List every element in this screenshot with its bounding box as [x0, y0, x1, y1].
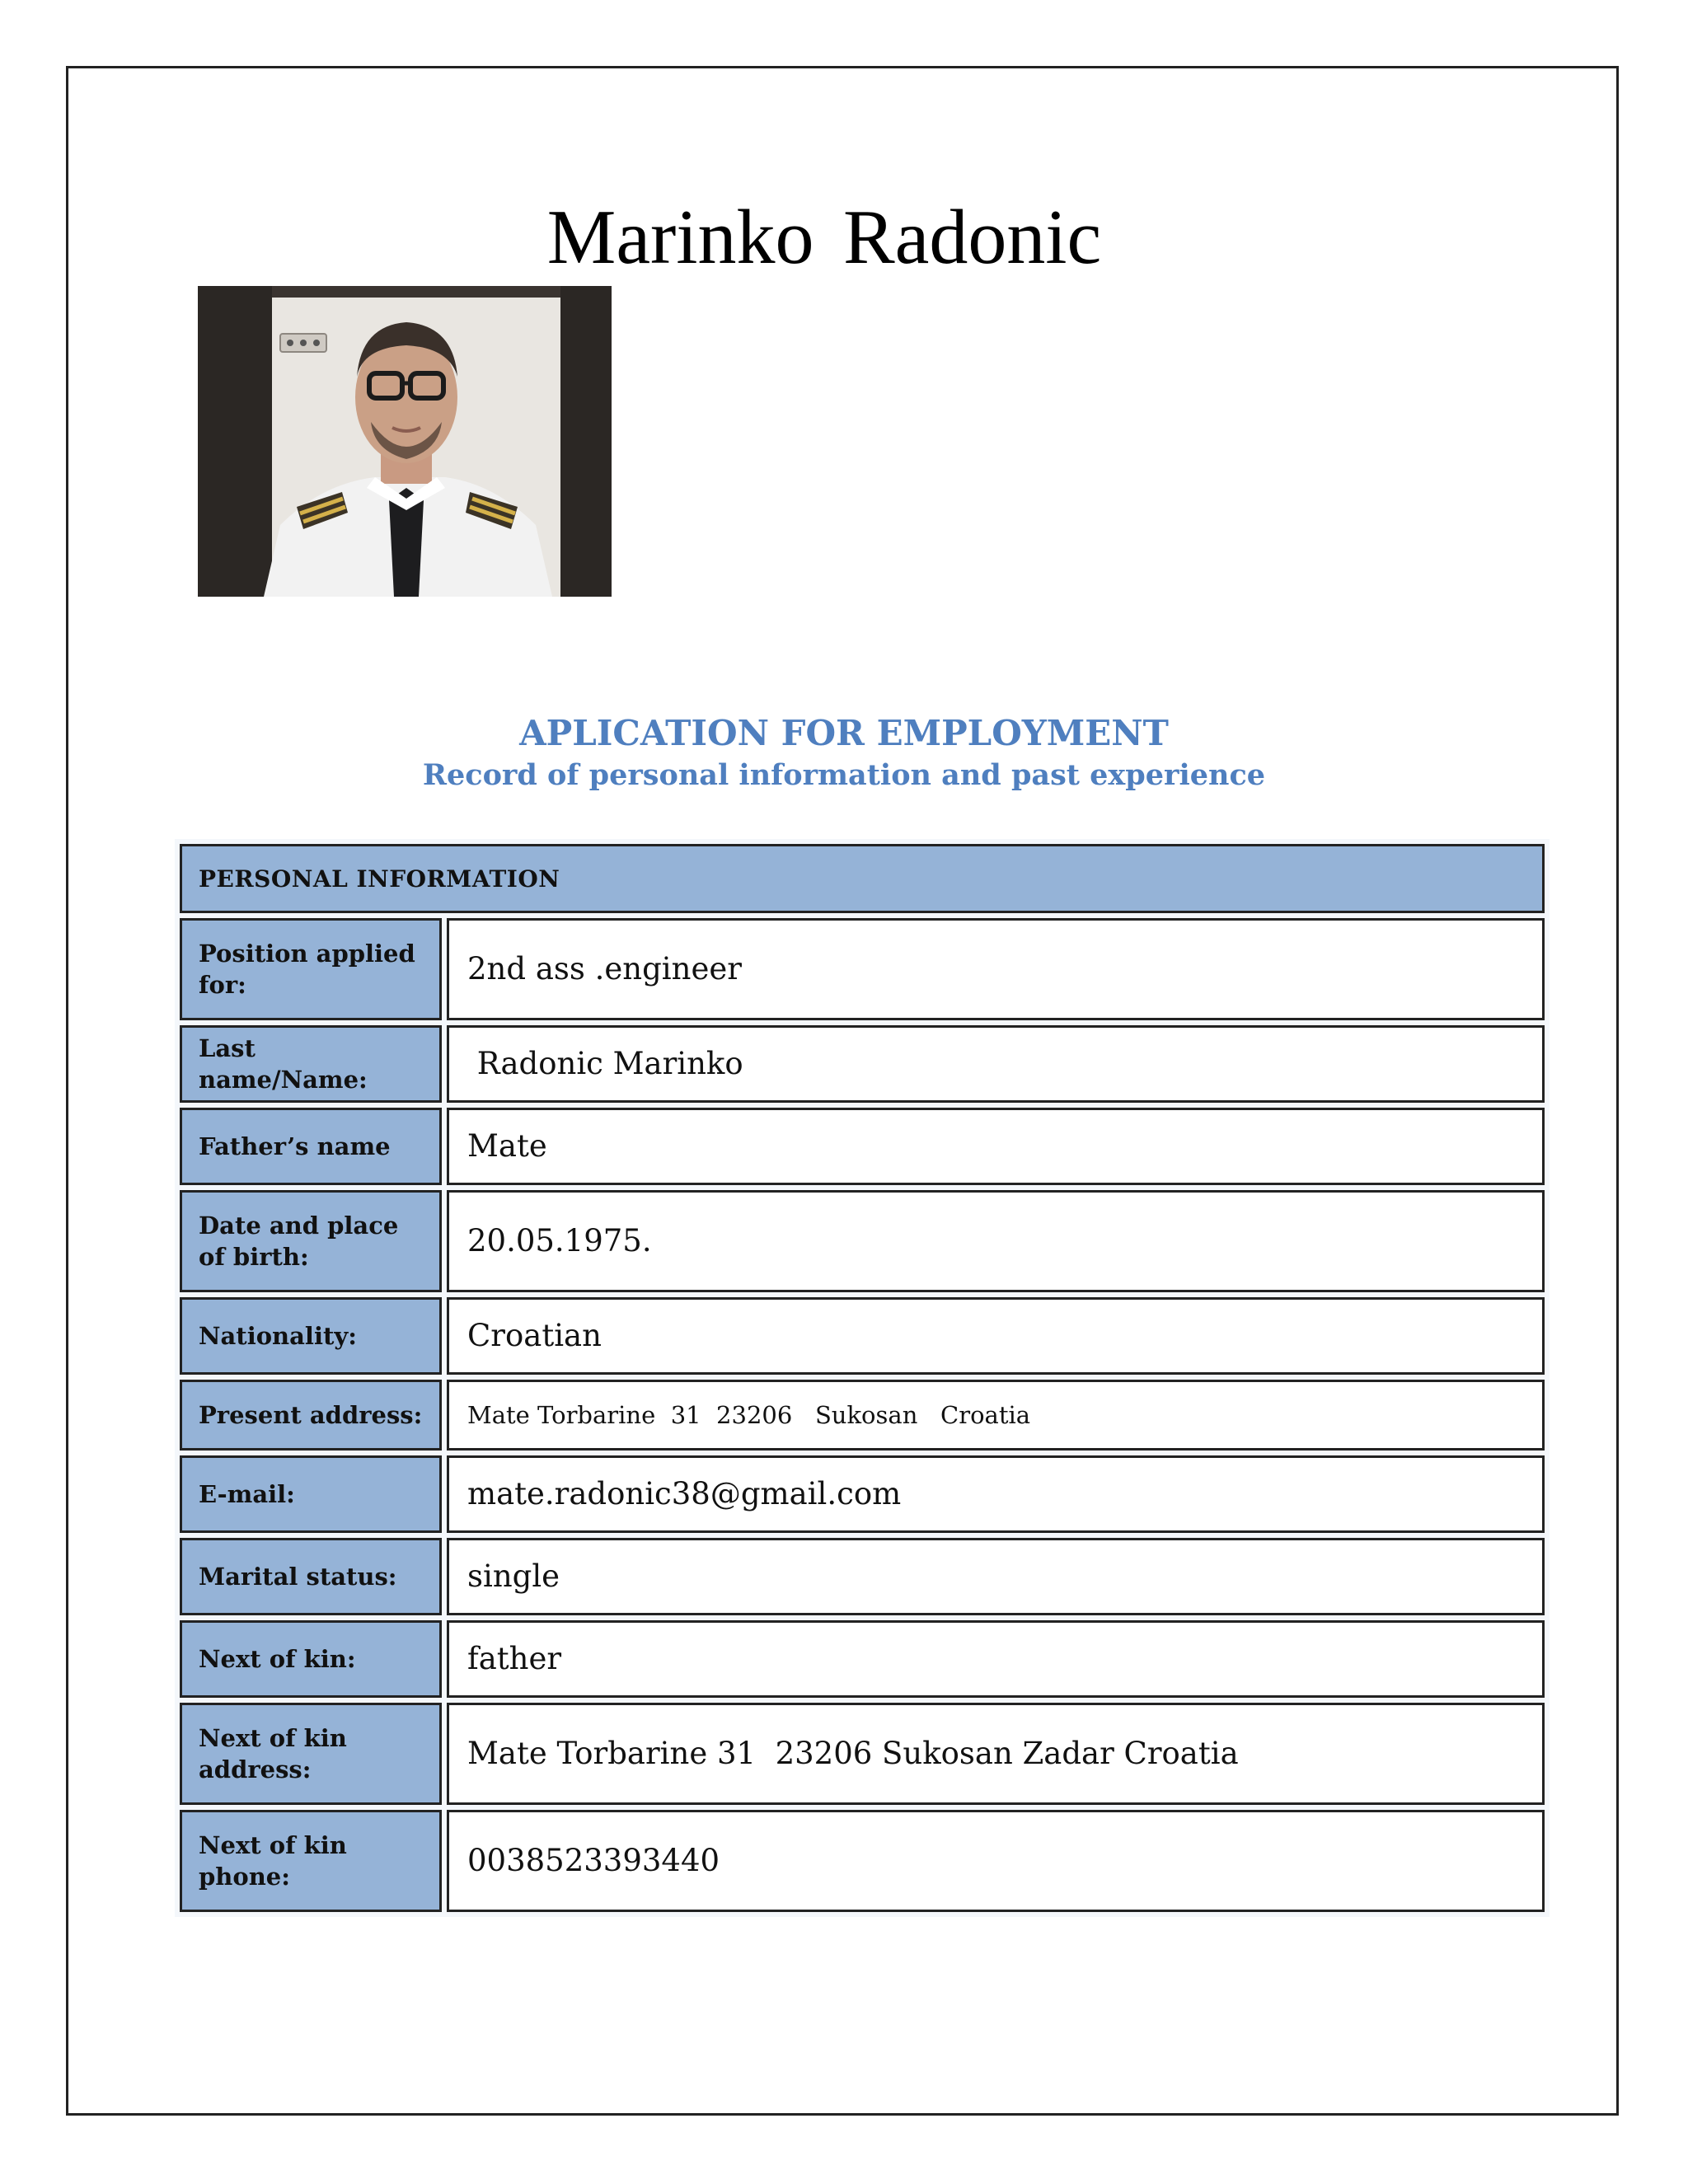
- table-row: [180, 1620, 1545, 1698]
- present-address-value: Mate Torbarine 31 23206 Sukosan Croatia: [447, 1380, 1545, 1451]
- fathers-name-label: Father’s name: [180, 1108, 442, 1185]
- portrait-photo-icon: [198, 286, 612, 597]
- table-row: [180, 1108, 1545, 1185]
- table-row: [180, 1455, 1545, 1533]
- present-address-label: Present address:: [180, 1380, 442, 1451]
- last-name-value: Radonic Marinko: [447, 1025, 1545, 1103]
- fathers-name-value: Mate: [447, 1108, 1545, 1185]
- table-row: [180, 1297, 1545, 1375]
- table-row: [180, 1025, 1545, 1103]
- personal-information-table: [175, 839, 1550, 1917]
- form-heading: APLICATION FOR EMPLOYMENT: [519, 713, 1169, 753]
- next-of-kin-label: Next of kin:: [180, 1620, 442, 1698]
- form-subheading: Record of personal information and past experience: [422, 758, 1266, 792]
- nationality-label: Nationality:: [180, 1297, 442, 1375]
- last-name-label: Last name/Name:: [180, 1025, 442, 1103]
- next-of-kin-address-label: Next of kin address:: [180, 1703, 442, 1805]
- next-of-kin-phone-value: 0038523393440: [447, 1810, 1545, 1912]
- table-row: [180, 1810, 1545, 1912]
- section-title: PERSONAL INFORMATION: [180, 844, 1545, 913]
- table-row: [180, 918, 1545, 1020]
- position-value: 2nd ass .engineer: [447, 918, 1545, 1020]
- email-label: E-mail:: [180, 1455, 442, 1533]
- marital-status-value: single: [447, 1538, 1545, 1615]
- nationality-value: Croatian: [447, 1297, 1545, 1375]
- email-value: mate.radonic38@gmail.com: [447, 1455, 1545, 1533]
- marital-status-label: Marital status:: [180, 1538, 442, 1615]
- next-of-kin-phone-label: Next of kin phone:: [180, 1810, 442, 1912]
- table-row: [180, 1703, 1545, 1805]
- table-row: [180, 1190, 1545, 1292]
- applicant-name-title: Marinko Radonic: [546, 194, 1102, 280]
- table-row: [180, 1538, 1545, 1615]
- next-of-kin-address-value: Mate Torbarine 31 23206 Sukosan Zadar Croatia: [447, 1703, 1545, 1805]
- section-header-row: [180, 844, 1545, 913]
- birth-label: Date and place of birth:: [180, 1190, 442, 1292]
- next-of-kin-value: father: [447, 1620, 1545, 1698]
- position-label: Position applied for:: [180, 918, 442, 1020]
- birth-value: 20.05.1975.: [447, 1190, 1545, 1292]
- table-row: [180, 1380, 1545, 1451]
